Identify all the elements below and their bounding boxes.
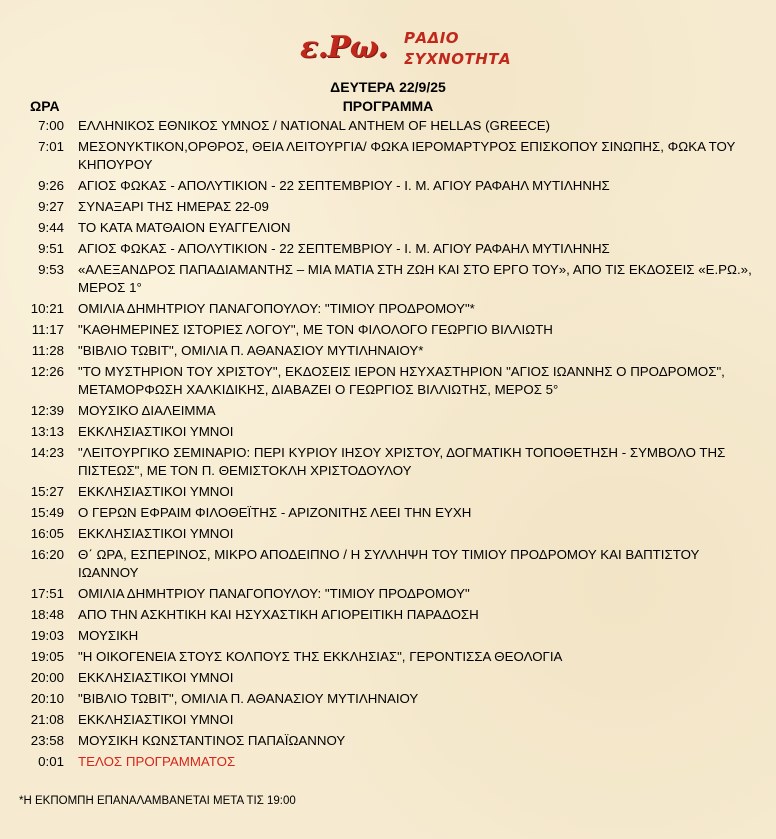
- row-program-title: «ΑΛΕΞΑΝΔΡΟΣ ΠΑΠΑΔΙΑΜΑΝΤΗΣ – ΜΙΑ ΜΑΤΙΑ ΣΤΗ ΖΩΗ ΚΑΙ ΣΤΟ ΕΡΓΟ ΤΟΥ», ΑΠΟ ΤΙΣ ΕΚΔΟΣΕΙΣ «Ε.ΡΩ.», ΜΕΡΟΣ 1°: [78, 262, 752, 295]
- row-time: 12:26: [30, 364, 64, 379]
- row-time: 19:05: [30, 649, 64, 664]
- schedule-row: [0, 605, 776, 626]
- program-schedule: [0, 116, 776, 773]
- schedule-date: ΔΕΥΤΕΡΑ 22/9/25: [330, 79, 446, 95]
- row-program-title: ΑΓΙΟΣ ΦΩΚΑΣ - ΑΠΟΛΥΤΙΚΙΟΝ - 22 ΣΕΠΤΕΜΒΡΙΟΥ - Ι. Μ. ΑΓΙΟΥ ΡΑΦΑΗΛ ΜΥΤΙΛΗΝΗΣ: [78, 241, 610, 256]
- row-program-title: ΑΠΟ ΤΗΝ ΑΣΚΗΤΙΚΗ ΚΑΙ ΗΣΥΧΑΣΤΙΚΗ ΑΓΙΟΡΕΙΤΙΚΗ ΠΑΡΑΔΟΣΗ: [78, 607, 479, 622]
- schedule-row: [0, 116, 776, 137]
- schedule-row: [0, 443, 776, 482]
- row-program-title: ΜΟΥΣΙΚΗ: [78, 628, 139, 643]
- row-time: 7:00: [38, 118, 64, 133]
- schedule-row: [0, 299, 776, 320]
- schedule-row: [0, 668, 776, 689]
- logo-word-radio: ΡΑΔΙΟ: [404, 29, 460, 47]
- station-logo: [300, 26, 540, 74]
- row-time: 13:13: [30, 424, 64, 439]
- row-program-title: "ΤΟ ΜΥΣΤΗΡΙΟΝ ΤΟΥ ΧΡΙΣΤΟΥ", ΕΚΔΟΣΕΙΣ ΙΕΡΟΝ ΗΣΥΧΑΣΤΗΡΙΟΝ "ΑΓΙΟΣ ΙΩΑΝΝΗΣ Ο ΠΡΟΔΡΟΜΟΣ", ΜΕΤΑΜΟΡΦΩΣΗ ΧΑΛΚΙΔΙΚΗΣ, ΔΙΑΒΑΖΕΙ Ο ΓΕΩΡΓΙΟΣ ΒΙΛΛΙΩΤΗΣ, ΜΕΡΟΣ 5°: [78, 364, 725, 397]
- logo-word-frequency: ΣΥΧΝΟΤΗΤΑ: [404, 50, 512, 68]
- row-program-title: "ΚΑΘΗΜΕΡΙΝΕΣ ΙΣΤΟΡΙΕΣ ΛΟΓΟΥ", ΜΕ ΤΟΝ ΦΙΛΟΛΟΓΟ ΓΕΩΡΓΙΟ ΒΙΛΛΙΩΤΗ: [78, 322, 553, 337]
- schedule-row: [0, 197, 776, 218]
- row-program-title: ΕΚΚΛΗΣΙΑΣΤΙΚΟΙ ΥΜΝΟΙ: [78, 670, 234, 685]
- row-time: 11:28: [31, 343, 64, 358]
- schedule-row: [0, 362, 776, 401]
- schedule-row: [0, 401, 776, 422]
- footnote: *Η ΕΚΠΟΜΠΗ ΕΠΑΝΑΛΑΜΒΑΝΕΤΑΙ ΜΕΤΑ ΤΙΣ 19:00: [19, 795, 296, 807]
- schedule-row-end: [0, 752, 776, 773]
- row-program-title: ΜΟΥΣΙΚΗ ΚΩΝΣΤΑΝΤΙΝΟΣ ΠΑΠΑΪΩΑΝΝΟΥ: [78, 733, 346, 748]
- row-time: 14:23: [30, 445, 64, 460]
- row-program-title: "ΛΕΙΤΟΥΡΓΙΚΟ ΣΕΜΙΝΑΡΙΟ: ΠΕΡΙ ΚΥΡΙΟΥ ΙΗΣΟΥ ΧΡΙΣΤΟΥ, ΔΟΓΜΑΤΙΚΗ ΤΟΠΟΘΕΤΗΣΗ - ΣΥΜΒΟΛΟ ΤΗΣ ΠΙΣΤΕΩΣ", ΜΕ ΤΟΝ Π. ΘΕΜΙΣΤΟΚΛΗ ΧΡΙΣΤΟΔΟΥΛΟΥ: [78, 445, 726, 478]
- row-time: 15:27: [30, 484, 64, 499]
- schedule-row: [0, 137, 776, 176]
- row-time: 16:20: [30, 547, 64, 562]
- row-time: 15:49: [30, 505, 64, 520]
- row-time: 0:01: [38, 754, 64, 769]
- row-program-title: Ο ΓΕΡΩΝ ΕΦΡΑΙΜ ΦΙΛΟΘΕΪΤΗΣ - ΑΡΙΖΟΝΙΤΗΣ ΛΕΕΙ ΤΗΝ ΕΥΧΗ: [78, 505, 472, 520]
- row-program-title: ΕΚΚΛΗΣΙΑΣΤΙΚΟΙ ΥΜΝΟΙ: [78, 484, 234, 499]
- row-program-title: "ΒΙΒΛΙΟ ΤΩΒΙΤ", ΟΜΙΛΙΑ Π. ΑΘΑΝΑΣΙΟΥ ΜΥΤΙΛΗΝΑΙΟΥ: [78, 691, 419, 706]
- schedule-row: [0, 503, 776, 524]
- schedule-row: [0, 260, 776, 299]
- row-time: 11:17: [31, 322, 64, 337]
- schedule-row: [0, 689, 776, 710]
- logo-mark: ε.Ρω.: [300, 30, 388, 65]
- row-time: 9:27: [38, 199, 64, 214]
- row-time: 9:51: [38, 241, 64, 256]
- row-program-title: ΤΕΛΟΣ ΠΡΟΓΡΑΜΜΑΤΟΣ: [78, 754, 236, 769]
- schedule-row: [0, 584, 776, 605]
- schedule-row: [0, 341, 776, 362]
- row-time: 7:01: [38, 139, 64, 154]
- row-program-title: ΣΥΝΑΞΑΡΙ ΤΗΣ ΗΜΕΡΑΣ 22-09: [78, 199, 269, 214]
- row-program-title: ΜΕΣΟΝΥΚΤΙΚΟΝ,ΟΡΘΡΟΣ, ΘΕΙΑ ΛΕΙΤΟΥΡΓΙΑ/ ΦΩΚΑ ΙΕΡΟΜΑΡΤΥΡΟΣ ΕΠΙΣΚΟΠΟΥ ΣΙΝΩΠΗΣ, ΦΩΚΑ ΤΟΥ ΚΗΠΟΥΡΟΥ: [78, 139, 736, 172]
- schedule-row: [0, 731, 776, 752]
- schedule-row: [0, 176, 776, 197]
- row-program-title: ΑΓΙΟΣ ΦΩΚΑΣ - ΑΠΟΛΥΤΙΚΙΟΝ - 22 ΣΕΠΤΕΜΒΡΙΟΥ - Ι. Μ. ΑΓΙΟΥ ΡΑΦΑΗΛ ΜΥΤΙΛΗΝΗΣ: [78, 178, 610, 193]
- row-time: 20:10: [30, 691, 64, 706]
- row-time: 9:26: [38, 178, 64, 193]
- row-program-title: "Η ΟΙΚΟΓΕΝΕΙΑ ΣΤΟΥΣ ΚΟΛΠΟΥΣ ΤΗΣ ΕΚΚΛΗΣΙΑΣ", ΓΕΡΟΝΤΙΣΣΑ ΘΕΟΛΟΓΙΑ: [78, 649, 563, 664]
- row-time: 20:00: [30, 670, 64, 685]
- row-program-title: ΟΜΙΛΙΑ ΔΗΜΗΤΡΙΟΥ ΠΑΝΑΓΟΠΟΥΛΟΥ: "ΤΙΜΙΟΥ ΠΡΟΔΡΟΜΟΥ": [78, 586, 470, 601]
- schedule-row: [0, 239, 776, 260]
- schedule-row: [0, 545, 776, 584]
- schedule-row: [0, 482, 776, 503]
- row-program-title: ΟΜΙΛΙΑ ΔΗΜΗΤΡΙΟΥ ΠΑΝΑΓΟΠΟΥΛΟΥ: "ΤΙΜΙΟΥ ΠΡΟΔΡΟΜΟΥ"*: [78, 301, 475, 316]
- row-time: 9:44: [38, 220, 64, 235]
- row-program-title: Θ΄ ΩΡΑ, ΕΣΠΕΡΙΝΟΣ, ΜΙΚΡΟ ΑΠΟΔΕΙΠΝΟ / Η ΣΥΛΛΗΨΗ ΤΟΥ ΤΙΜΙΟΥ ΠΡΟΔΡΟΜΟΥ ΚΑΙ ΒΑΠΤΙΣΤΟΥ ΙΩΑΝΝΟΥ: [78, 547, 700, 580]
- row-time: 19:03: [30, 628, 64, 643]
- schedule-row: [0, 647, 776, 668]
- row-time: 9:53: [38, 262, 64, 277]
- schedule-row: [0, 710, 776, 731]
- row-time: 18:48: [30, 607, 64, 622]
- schedule-row: [0, 626, 776, 647]
- row-time: 17:51: [30, 586, 64, 601]
- program-column-header: ΠΡΟΓΡΑΜΜΑ: [342, 98, 434, 114]
- row-program-title: "ΒΙΒΛΙΟ ΤΩΒΙΤ", ΟΜΙΛΙΑ Π. ΑΘΑΝΑΣΙΟΥ ΜΥΤΙΛΗΝΑΙΟΥ*: [78, 343, 424, 358]
- row-program-title: ΕΚΚΛΗΣΙΑΣΤΙΚΟΙ ΥΜΝΟΙ: [78, 526, 234, 541]
- row-time: 21:08: [30, 712, 64, 727]
- row-time: 10:21: [30, 301, 64, 316]
- row-time: 16:05: [30, 526, 64, 541]
- row-program-title: ΤΟ ΚΑΤΑ ΜΑΤΘΑΙΟΝ ΕΥΑΓΓΕΛΙΟΝ: [78, 220, 291, 235]
- time-column-header: ΩΡΑ: [30, 98, 60, 114]
- schedule-row: [0, 218, 776, 239]
- row-program-title: ΕΚΚΛΗΣΙΑΣΤΙΚΟΙ ΥΜΝΟΙ: [78, 424, 234, 439]
- schedule-row: [0, 422, 776, 443]
- schedule-row: [0, 524, 776, 545]
- row-program-title: ΕΛΛΗΝΙΚΟΣ ΕΘΝΙΚΟΣ ΥΜΝΟΣ / NATIONAL ANTHEM OF HELLAS (GREECE): [78, 118, 551, 133]
- row-program-title: ΕΚΚΛΗΣΙΑΣΤΙΚΟΙ ΥΜΝΟΙ: [78, 712, 234, 727]
- row-program-title: ΜΟΥΣΙΚΟ ΔΙΑΛΕΙΜΜΑ: [78, 403, 216, 418]
- schedule-row: [0, 320, 776, 341]
- row-time: 23:58: [30, 733, 64, 748]
- row-time: 12:39: [30, 403, 64, 418]
